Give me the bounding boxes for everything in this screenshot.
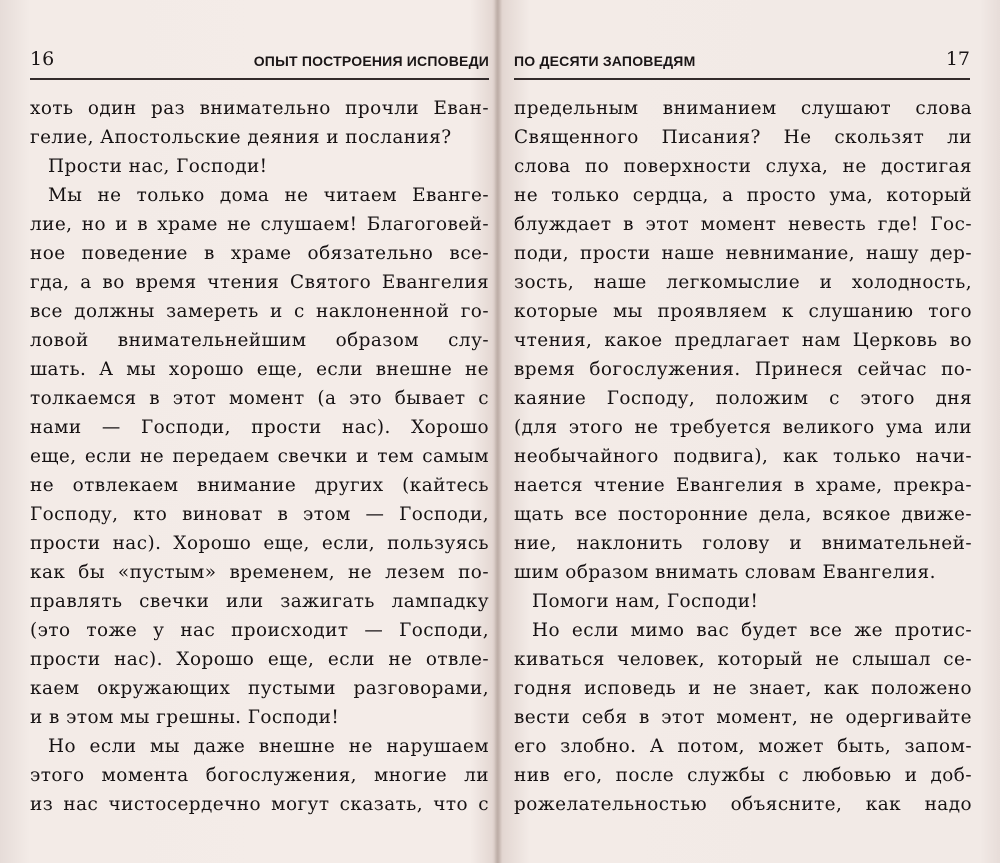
- text-line: поди, прости наше невнимание, нашу дер-: [514, 243, 972, 264]
- text-line: рожелательностью объясните, как надо: [514, 794, 972, 815]
- text-line: (это тоже у нас происходит — Господи,: [30, 620, 489, 641]
- text-line: слова по поверхности слуха, не достигая: [514, 156, 972, 177]
- text-line: прости нас). Хорошо еще, если, пользуясь: [30, 533, 489, 554]
- text-line: толкаемся в этот момент (а это бывает с: [30, 388, 489, 409]
- text-line: его злобно. А потом, может быть, запом-: [514, 736, 972, 757]
- text-line: Но если мы даже внешне не нарушаем: [48, 736, 489, 757]
- text-line: не только сердца, а просто ума, который: [514, 185, 972, 206]
- text-line: как бы «пустым» временем, не лезем по-: [30, 562, 489, 583]
- text-line: годня исповедь и не знает, как положено: [514, 678, 972, 699]
- text-line: все должны замереть и с наклоненной го-: [30, 301, 489, 322]
- text-line: нами — Господи, прости нас). Хорошо: [30, 417, 489, 438]
- left-page: [0, 0, 496, 863]
- text-line: хоть один раз внимательно прочли Еван-: [30, 98, 489, 119]
- text-line: чтения, какое предлагает нам Церковь во: [514, 330, 972, 351]
- text-line: зость, наше легкомыслие и холодность,: [514, 272, 972, 293]
- text-line: Священного Писания? Не скользят ли: [514, 127, 972, 148]
- text-line: гда, а во время чтения Святого Евангелия: [30, 272, 489, 293]
- text-line: ное поведение в храме обязательно все-: [30, 243, 489, 264]
- left-page-text: [30, 94, 489, 819]
- text-line: щать все посторонние дела, всякое движе-: [514, 504, 972, 525]
- text-line: предельным вниманием слушают слова: [514, 98, 972, 119]
- text-line: Прости нас, Господи!: [48, 156, 268, 177]
- text-line: правлять свечки или зажигать лампадку: [30, 591, 489, 612]
- text-line: прости нас). Хорошо еще, если не отвле-: [30, 649, 489, 670]
- text-line: ловой внимательнейшим образом слу-: [30, 330, 489, 351]
- text-line: ние, наклонить голову и внимательней-: [514, 533, 972, 554]
- text-line: которые мы проявляем к слушанию того: [514, 301, 972, 322]
- text-line: этого момента богослужения, многие ли: [30, 765, 489, 786]
- text-line: каяние Господу, положим с этого дня: [514, 388, 972, 409]
- right-page: [500, 0, 1000, 863]
- text-line: Помоги нам, Господи!: [532, 591, 759, 612]
- text-line: из нас чистосердечно могут сказать, что с: [30, 794, 489, 815]
- text-line: нается чтение Евангелия в храме, прекра-: [514, 475, 972, 496]
- text-line: Но если мимо вас будет все же протис-: [532, 620, 972, 641]
- text-line: Мы не только дома не читаем Еванге-: [48, 185, 489, 206]
- left-page-number: 16: [30, 48, 55, 70]
- text-line: лие, но и в храме не слушаем! Благоговей-: [30, 214, 489, 235]
- text-line: не отвлекаем внимание других (кайтесь: [30, 475, 489, 496]
- text-line: шать. А мы хорошо еще, если внешне не: [30, 359, 489, 380]
- right-running-head-title: ПО ДЕСЯТИ ЗАПОВЕДЯМ: [514, 53, 696, 69]
- left-running-head: [30, 46, 489, 80]
- right-page-text: [514, 94, 972, 819]
- text-line: киваться человек, который не слышал се-: [514, 649, 972, 670]
- text-line: и в этом мы грешны. Господи!: [30, 707, 340, 728]
- right-page-number: 17: [945, 48, 970, 70]
- text-line: гелие, Апостольские деяния и послания?: [30, 127, 452, 148]
- right-running-head: [514, 46, 970, 80]
- left-running-head-title: ОПЫТ ПОСТРОЕНИЯ ИСПОВЕДИ: [253, 53, 489, 69]
- text-line: вести себя в этот момент, не одергивайте: [514, 707, 972, 728]
- text-line: шим образом внимать словам Евангелия.: [514, 562, 936, 583]
- text-line: нив его, после службы с любовью и доб-: [514, 765, 972, 786]
- text-line: необычайного подвига), как только начи-: [514, 446, 972, 467]
- text-line: каем окружающих пустыми разговорами,: [30, 678, 489, 699]
- text-line: время богослужения. Принеся сейчас по-: [514, 359, 972, 380]
- text-line: блуждает в этот момент невесть где! Гос-: [514, 214, 972, 235]
- text-line: еще, если не передаем свечки и тем самым: [30, 446, 489, 467]
- text-line: (для этого не требуется великого ума или: [514, 417, 972, 438]
- text-line: Господу, кто виноват в этом — Господи,: [30, 504, 489, 525]
